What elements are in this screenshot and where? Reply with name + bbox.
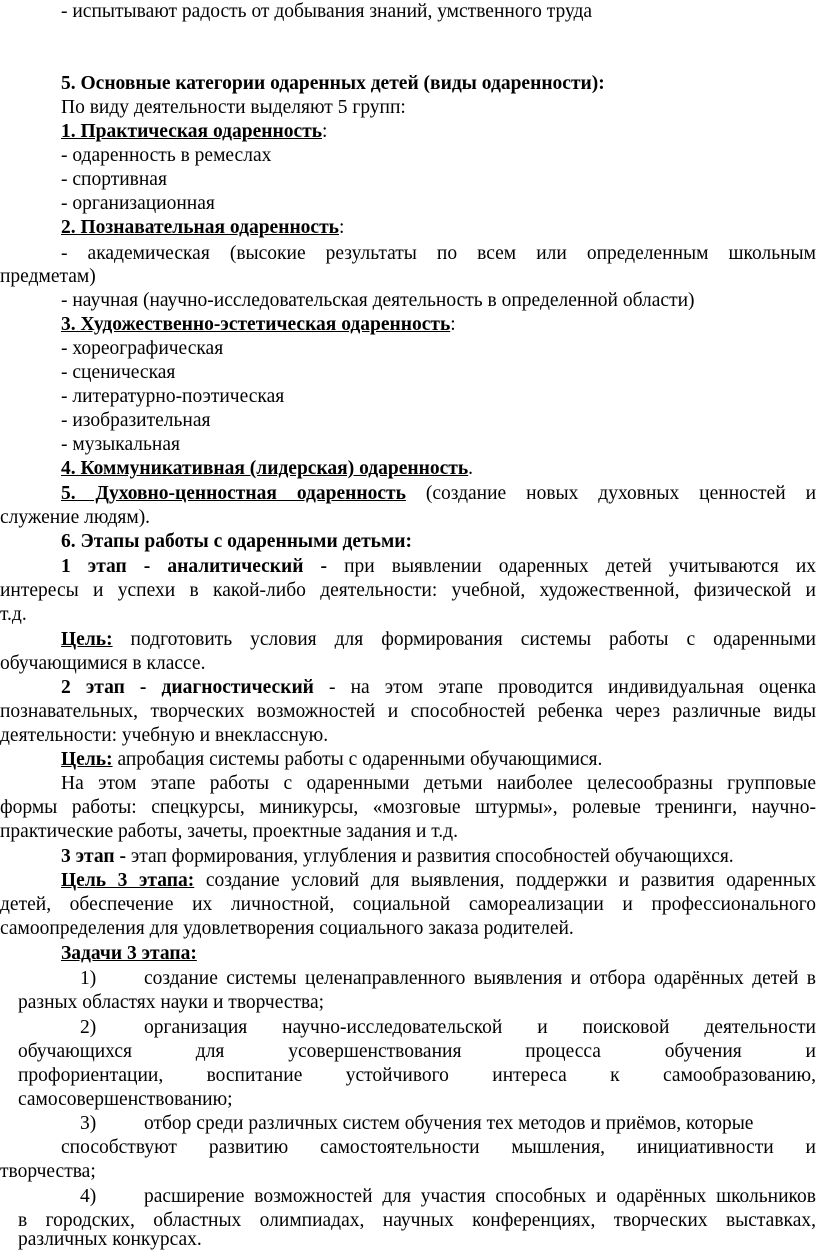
paragraph-line: детей, обеспечение их личностной, социальной самореализации и профессионального bbox=[0, 894, 816, 915]
task-2-continuation: профориентации, воспитание устойчивого интереса к самообразованию, bbox=[18, 1065, 816, 1086]
stage-1-goal: Цель: подготовить условия для формирования системы работы с одаренными bbox=[61, 629, 816, 650]
list-item-continuation: предметам) bbox=[0, 266, 96, 287]
group-5-heading: 5. Духовно-ценностная одаренность (создание новых духовных ценностей и bbox=[61, 483, 816, 504]
list-item: - организационная bbox=[61, 193, 215, 214]
section-heading-6: 6. Этапы работы с одаренными детьми: bbox=[61, 531, 412, 552]
stage-3-paragraph: 3 этап - этап формирования, углубления и развития способностей обучающихся. bbox=[61, 846, 734, 867]
paragraph-line: т.д. bbox=[0, 604, 27, 625]
task-1-continuation: разных областях науки и творчества; bbox=[18, 992, 325, 1013]
group-3-heading: 3. Художественно-эстетическая одаренность: bbox=[61, 314, 456, 335]
list-item: - спортивная bbox=[61, 169, 167, 190]
paragraph-continuation: служение людям). bbox=[0, 507, 151, 528]
stage-3-goal: Цель 3 этапа: создание условий для выявления, поддержки и развития одаренных bbox=[61, 870, 816, 891]
bullet-line: - испытывают радость от добывания знаний, умственного труда bbox=[61, 1, 593, 22]
list-item: - академическая (высокие результаты по всем или определенным школьным bbox=[61, 243, 816, 264]
task-3-continuation: способствуют развитию самостоятельности мышления, инициативности и bbox=[61, 1137, 816, 1158]
task-4-continuation: в городских, областных олимпиадах, научных конференциях, творческих выставках, bbox=[18, 1210, 816, 1231]
section-heading-5: 5. Основные категории одаренных детей (виды одаренности): bbox=[61, 73, 605, 94]
list-item: - музыкальная bbox=[61, 434, 180, 455]
task-4: 4) расширение возможностей для участия способных и одарённых школьников bbox=[80, 1186, 816, 1207]
list-item: - литературно-поэтическая bbox=[61, 386, 285, 407]
task-3-continuation: творчества; bbox=[0, 1161, 96, 1182]
group-1-heading: 1. Практическая одаренность: bbox=[61, 121, 328, 142]
paragraph-line: деятельности: учебную и внеклассную. bbox=[0, 725, 329, 746]
list-item: - хореографическая bbox=[61, 338, 224, 359]
paragraph-line: самоопределения для удовлетворения социального заказа родителей. bbox=[0, 918, 574, 939]
task-2: 2) организация научно-исследовательской и поисковой деятельности bbox=[80, 1017, 816, 1038]
stage-2-paragraph: 2 этап - диагностический - на этом этапе проводится индивидуальная оценка bbox=[61, 677, 816, 698]
task-2-continuation: обучающихся для усовершенствования процесса обучения и bbox=[18, 1041, 816, 1062]
stage-1-paragraph: 1 этап - аналитический - при выявлении одаренных детей учитываются их bbox=[61, 556, 816, 577]
tasks-heading: Задачи 3 этапа: bbox=[61, 943, 197, 964]
stage-2-forms-paragraph: На этом этапе работы с одаренными детьми наиболее целесообразны групповые bbox=[61, 773, 816, 794]
paragraph-line: обучающимися в классе. bbox=[0, 653, 206, 674]
task-2-continuation: самосовершенствованию; bbox=[18, 1089, 233, 1110]
intro-line: По виду деятельности выделяют 5 групп: bbox=[61, 97, 406, 118]
task-1: 1) создание системы целенаправленного выявления и отбора одарённых детей в bbox=[80, 968, 816, 989]
stage-2-goal: Цель: апробация системы работы с одаренными обучающимися. bbox=[61, 749, 603, 770]
paragraph-line: интересы и успехи в какой-либо деятельности: учебной, художественной, физической и bbox=[0, 580, 816, 601]
list-item: - сценическая bbox=[61, 362, 176, 383]
task-3: 3) отбор среди различных систем обучения тех методов и приёмов, которые bbox=[80, 1113, 754, 1134]
list-item: - одаренность в ремеслах bbox=[61, 145, 272, 166]
list-item: - изобразительная bbox=[61, 410, 211, 431]
paragraph-line: формы работы: спецкурсы, миникурсы, «мозговые штурмы», ролевые тренинги, научно- bbox=[0, 797, 816, 818]
task-4-continuation: различных конкурсах. bbox=[18, 1229, 202, 1250]
list-item: - научная (научно-исследовательская деятельность в определенной области) bbox=[61, 290, 695, 311]
paragraph-line: практические работы, зачеты, проектные задания и т.д. bbox=[0, 821, 458, 842]
group-4-heading: 4. Коммуникативная (лидерская) одаренность. bbox=[61, 458, 474, 479]
group-2-heading: 2. Познавательная одаренность: bbox=[61, 217, 345, 238]
paragraph-line: познавательных, творческих возможностей и способностей ребенка через различные виды bbox=[0, 701, 816, 722]
